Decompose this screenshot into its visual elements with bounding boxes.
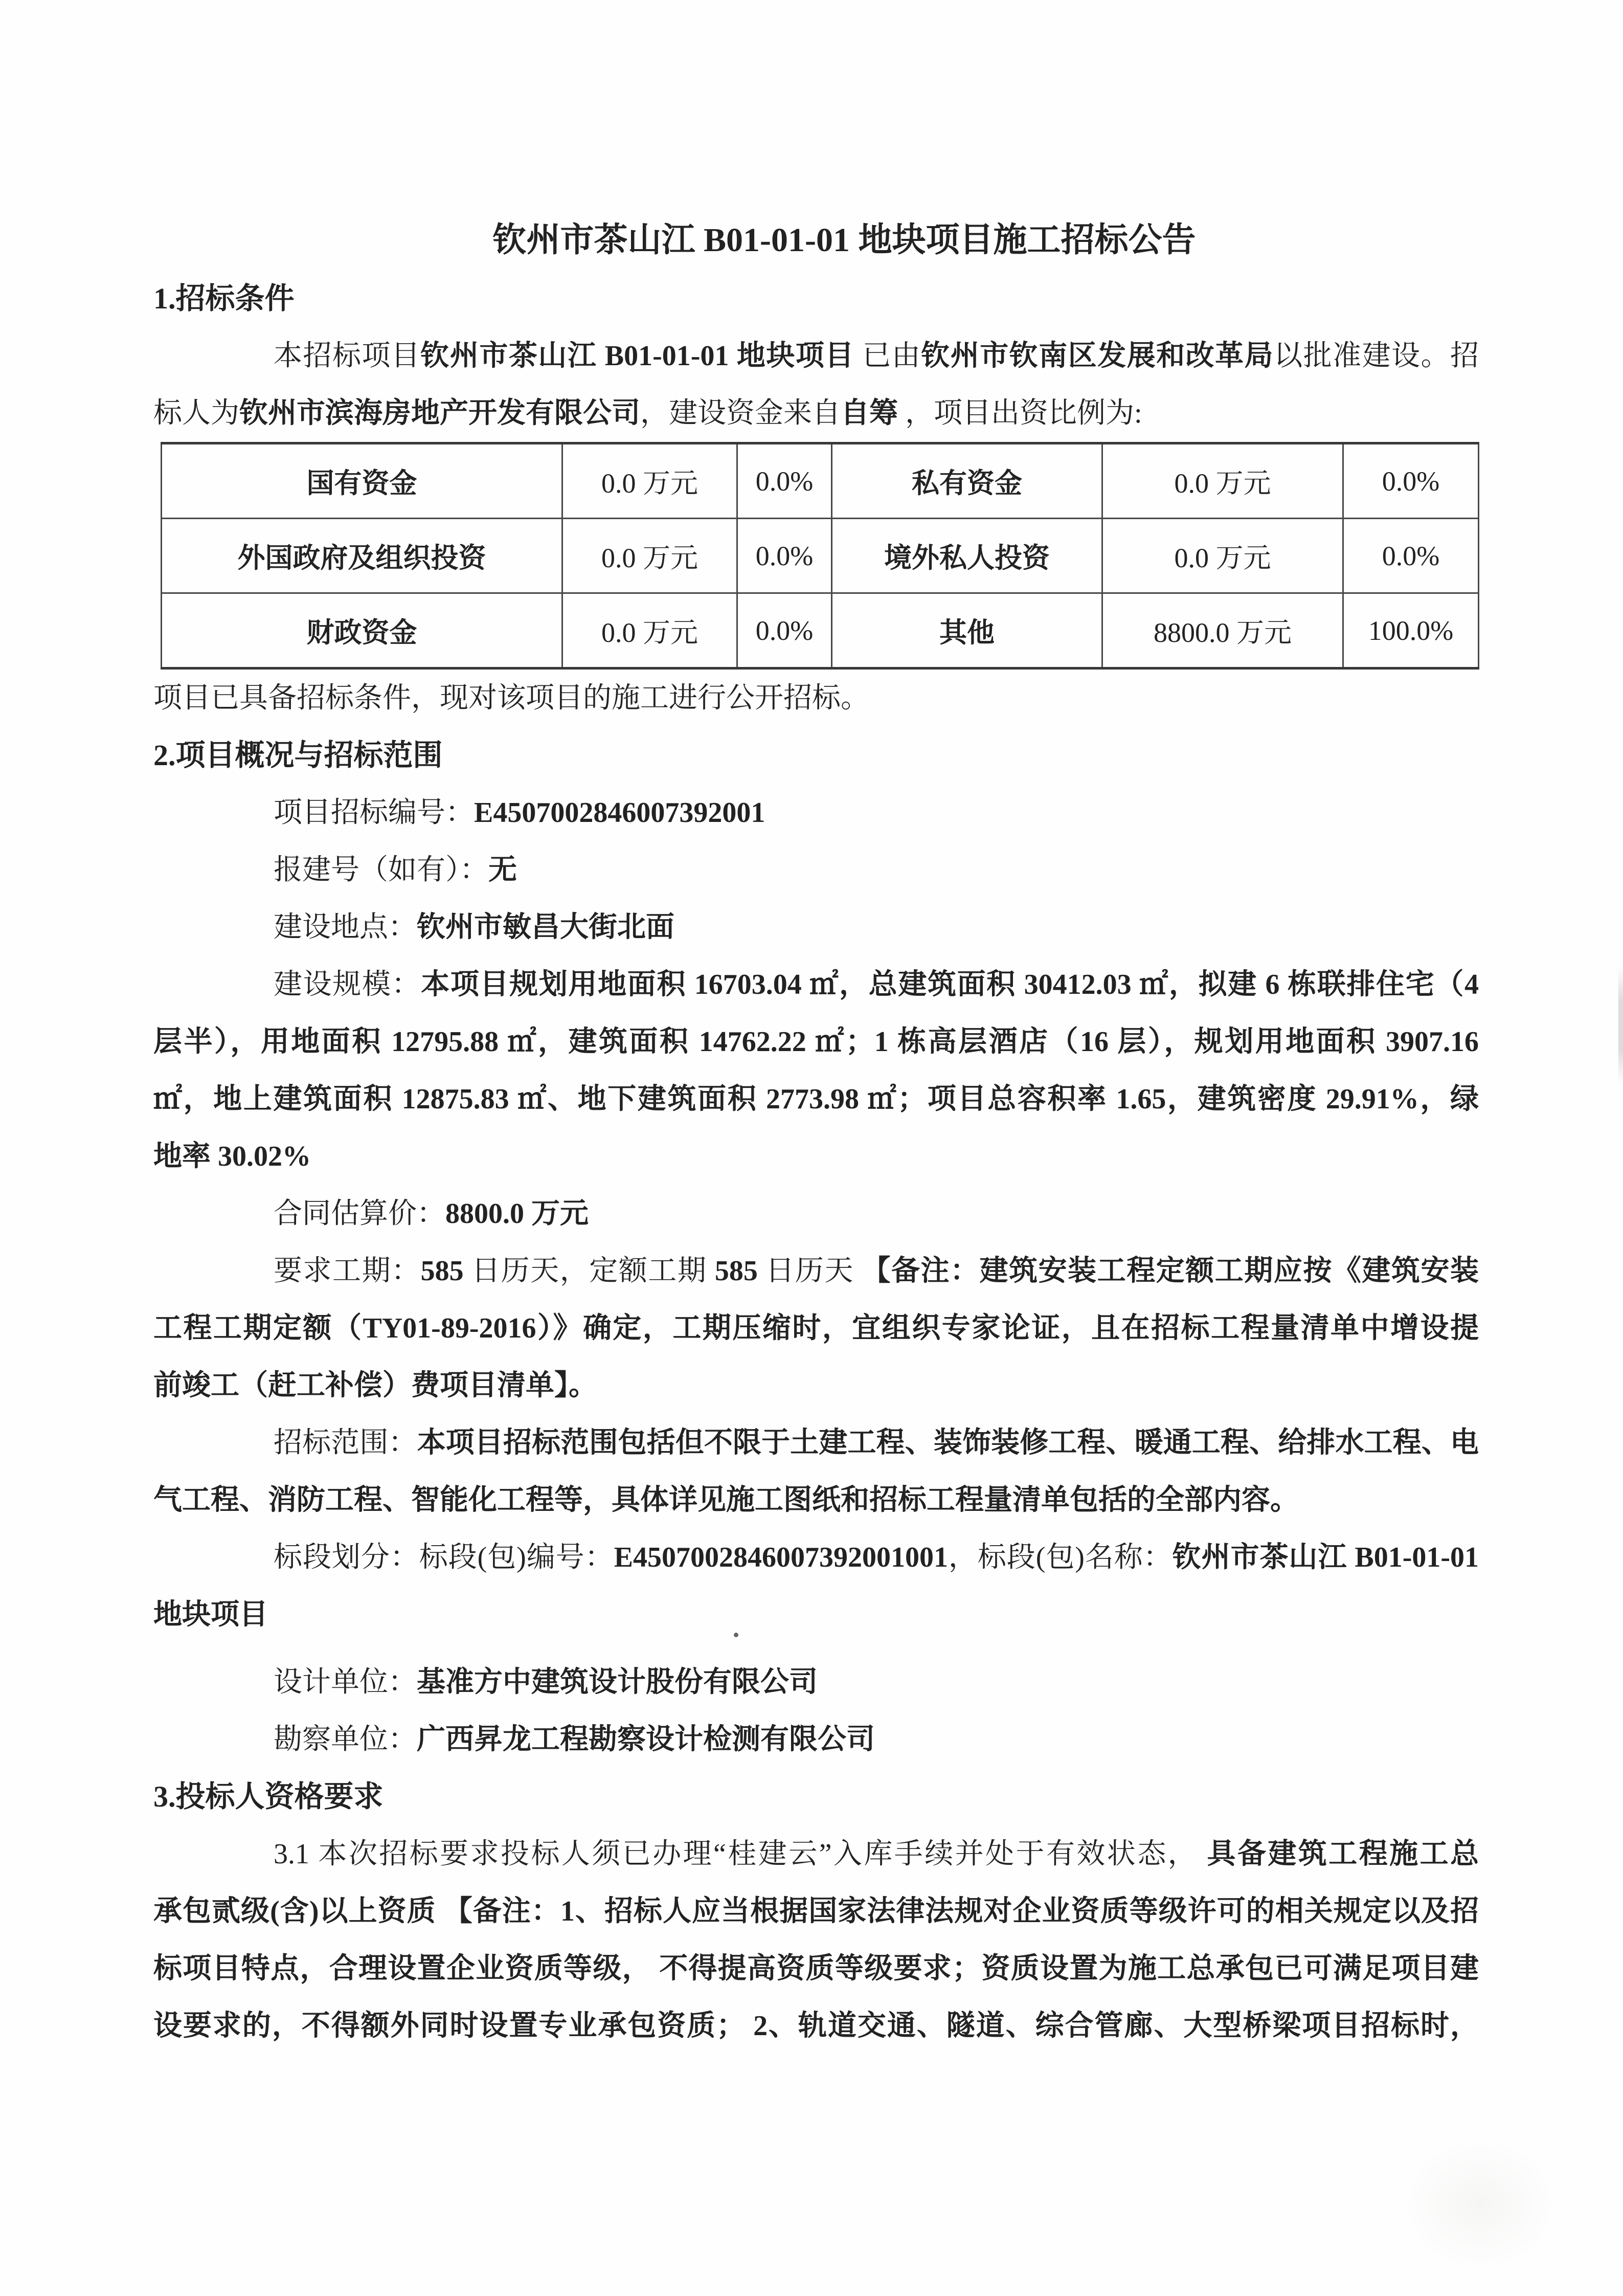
funding-ratio-cell: 0.0%	[1343, 519, 1479, 593]
funding-ratio-cell: 0.0%	[1343, 443, 1479, 519]
funding-amount-cell: 0.0 万元	[562, 443, 737, 519]
contract-estimate-line	[153, 1185, 1479, 1242]
contract-estimate-value: 8800.0 万元	[445, 1198, 589, 1230]
construction-scale-line-1	[153, 956, 1479, 1013]
design-unit-line	[153, 1654, 1479, 1711]
construction-location-line	[153, 899, 1479, 956]
design-unit-label: 设计单位：	[274, 1666, 417, 1698]
qualification-requirement: 具备建筑工程施工总	[1207, 1838, 1479, 1870]
funding-amount-cell: 0.0 万元	[562, 519, 737, 593]
qualification-text: 3.1 本次招标要求投标人须已办理“桂建云”入库手续并处于有效状态，	[274, 1838, 1207, 1870]
funding-amount-cell: 8800.0 万元	[1102, 593, 1343, 668]
design-unit-value: 基准方中建筑设计股份有限公司	[417, 1666, 818, 1698]
funding-row	[162, 443, 1479, 519]
bid-number-label: 项目招标编号：	[274, 797, 474, 829]
duration-label: 要求工期：	[274, 1255, 421, 1287]
funding-table	[161, 442, 1479, 670]
survey-unit-line	[153, 1711, 1479, 1768]
funding-amount-cell: 0.0 万元	[562, 593, 737, 668]
construction-scale-line-2: 层半），用地面积 12795.88 ㎡，建筑面积 14762.22 ㎡；1 栋高层酒店（16 层），规划用地面积 3907.16	[153, 1026, 1479, 1058]
bid-number-line	[153, 784, 1479, 841]
paragraph-text: 已由	[854, 340, 921, 372]
page-title: 钦州市茶山江 B01-01-01 地块项目施工招标公告	[492, 221, 1196, 259]
contract-estimate-label: 合同估算价：	[274, 1198, 445, 1230]
funding-type-cell: 境外私人投资	[832, 519, 1102, 593]
funding-type-cell: 其他	[832, 593, 1102, 668]
construction-scale-line-3: ㎡，地上建筑面积 12875.83 ㎡、地下建筑面积 2773.98 ㎡；项目总容积率 1.65，建筑密度 29.91%，绿	[153, 1083, 1479, 1115]
funding-ratio-cell: 0.0%	[737, 593, 832, 668]
lot-name-label: ，标段(包)名称：	[948, 1542, 1173, 1573]
tender-ready-statement: 项目已具备招标条件，现对该项目的施工进行公开招标。	[153, 682, 869, 714]
paragraph-text: 以批准建设。招	[1274, 340, 1479, 372]
construction-duration-line-3: 前竣工（赶工补偿）费项目清单】。	[153, 1370, 597, 1401]
funding-amount-cell: 0.0 万元	[1102, 519, 1343, 593]
lot-label: 标段划分：标段(包)编号：	[274, 1542, 614, 1573]
document-content	[153, 0, 1479, 2055]
quota-duration-days-value: 585	[714, 1255, 758, 1287]
funding-type-cell: 外国政府及组织投资	[162, 519, 562, 593]
scale-text: 本项目规划用地面积 16703.04 ㎡，总建筑面积 30412.03 ㎡，拟建 6 栋联排住宅（4	[421, 969, 1479, 1000]
qualification-line-1	[153, 1825, 1479, 1883]
approval-authority: 钦州市钦南区发展和改革局	[921, 340, 1274, 372]
filing-number-value: 无	[488, 854, 517, 886]
construction-duration-line-1	[153, 1242, 1479, 1300]
project-name: 钦州市茶山江 B01-01-01 地块项目	[420, 340, 854, 372]
qualification-requirement: 承包贰级(含)以上资质	[153, 1896, 444, 1927]
funding-type-cell: 财政资金	[162, 593, 562, 668]
bid-number-value: E4507002846007392001	[474, 797, 765, 829]
duration-days-value: 585	[420, 1255, 464, 1287]
qualification-line-2	[153, 1883, 1479, 1940]
tender-conditions-line-1	[153, 327, 1479, 385]
lot-division-line-1	[153, 1529, 1479, 1586]
paragraph-text: ，建设资金来自	[640, 397, 841, 429]
tender-conditions-line-2	[153, 385, 1479, 442]
survey-unit-value: 广西昇龙工程勘察设计检测有限公司	[417, 1724, 875, 1755]
lot-division-line-2: 地块项目	[153, 1599, 268, 1631]
tender-scope-line-1	[153, 1414, 1479, 1472]
funding-row	[162, 593, 1479, 668]
scale-label: 建设规模：	[274, 969, 421, 1000]
qualification-line-4: 设要求的，不得额外同时设置专业承包资质； 2、轨道交通、隧道、综合管廊、大型桥梁项目招标时，	[153, 2010, 1479, 2042]
construction-scale-line-4: 地率 30.02%	[153, 1141, 311, 1172]
funding-source: 自筹	[841, 397, 898, 429]
funding-ratio-cell: 0.0%	[737, 519, 832, 593]
funding-amount-cell: 0.0 万元	[1102, 443, 1343, 519]
paragraph-text: 标人为	[153, 397, 239, 429]
filing-number-line	[153, 841, 1479, 899]
duration-text: 日历天，定额工期	[463, 1255, 715, 1287]
funding-ratio-cell: 0.0%	[737, 443, 832, 519]
qualification-note-text: 【备注：1、招标人应当根据国家法律法规对企业资质等级许可的相关规定以及招	[443, 1896, 1479, 1927]
lot-number-value: E4507002846007392001001	[614, 1542, 948, 1573]
construction-duration-line-2: 工程工期定额（TY01-89-2016）》确定，工期压缩时，宜组织专家论证，且在招标工程量清单中增设提	[153, 1312, 1479, 1344]
funding-type-cell: 私有资金	[832, 443, 1102, 519]
scan-artifact-edge-streak	[1618, 967, 1623, 1084]
paragraph-text: 本招标项目	[274, 340, 421, 372]
qualification-line-3: 标项目特点，合理设置企业资质等级， 不得提高资质等级要求；资质设置为施工总承包已可满足项目建	[153, 1953, 1479, 1985]
tender-scope-line-2: 气工程、消防工程、智能化工程等，具体详见施工图纸和招标工程量清单包括的全部内容。	[153, 1484, 1299, 1516]
location-value: 钦州市敏昌大街北面	[417, 911, 674, 943]
filing-number-label: 报建号（如有）：	[274, 854, 488, 886]
section-3-heading: 3.投标人资格要求	[153, 1780, 384, 1813]
scope-label: 招标范围：	[274, 1427, 417, 1459]
paragraph-text: ，项目出资比例为:	[898, 397, 1142, 429]
funding-type-cell: 国有资金	[162, 443, 562, 519]
survey-unit-label: 勘察单位：	[274, 1724, 417, 1755]
section-2-heading: 2.项目概况与招标范围	[153, 739, 443, 772]
scan-artifact-corner-smudge	[1403, 2137, 1557, 2270]
duration-note-text: 【备注：建筑安装工程定额工期应按《建筑安装	[862, 1255, 1479, 1287]
scope-text: 本项目招标范围包括但不限于土建工程、装饰装修工程、暖通工程、给排水工程、电	[417, 1427, 1479, 1459]
scan-artifact-dot	[734, 1633, 738, 1637]
lot-name-value: 钦州市茶山江 B01-01-01	[1172, 1542, 1479, 1573]
duration-text: 日历天	[757, 1255, 862, 1287]
funding-ratio-cell: 100.0%	[1343, 593, 1479, 668]
funding-row	[162, 519, 1479, 593]
section-1-heading: 1.招标条件	[153, 282, 295, 315]
tenderer-name: 钦州市滨海房地产开发有限公司	[239, 397, 640, 429]
location-label: 建设地点：	[274, 911, 417, 943]
